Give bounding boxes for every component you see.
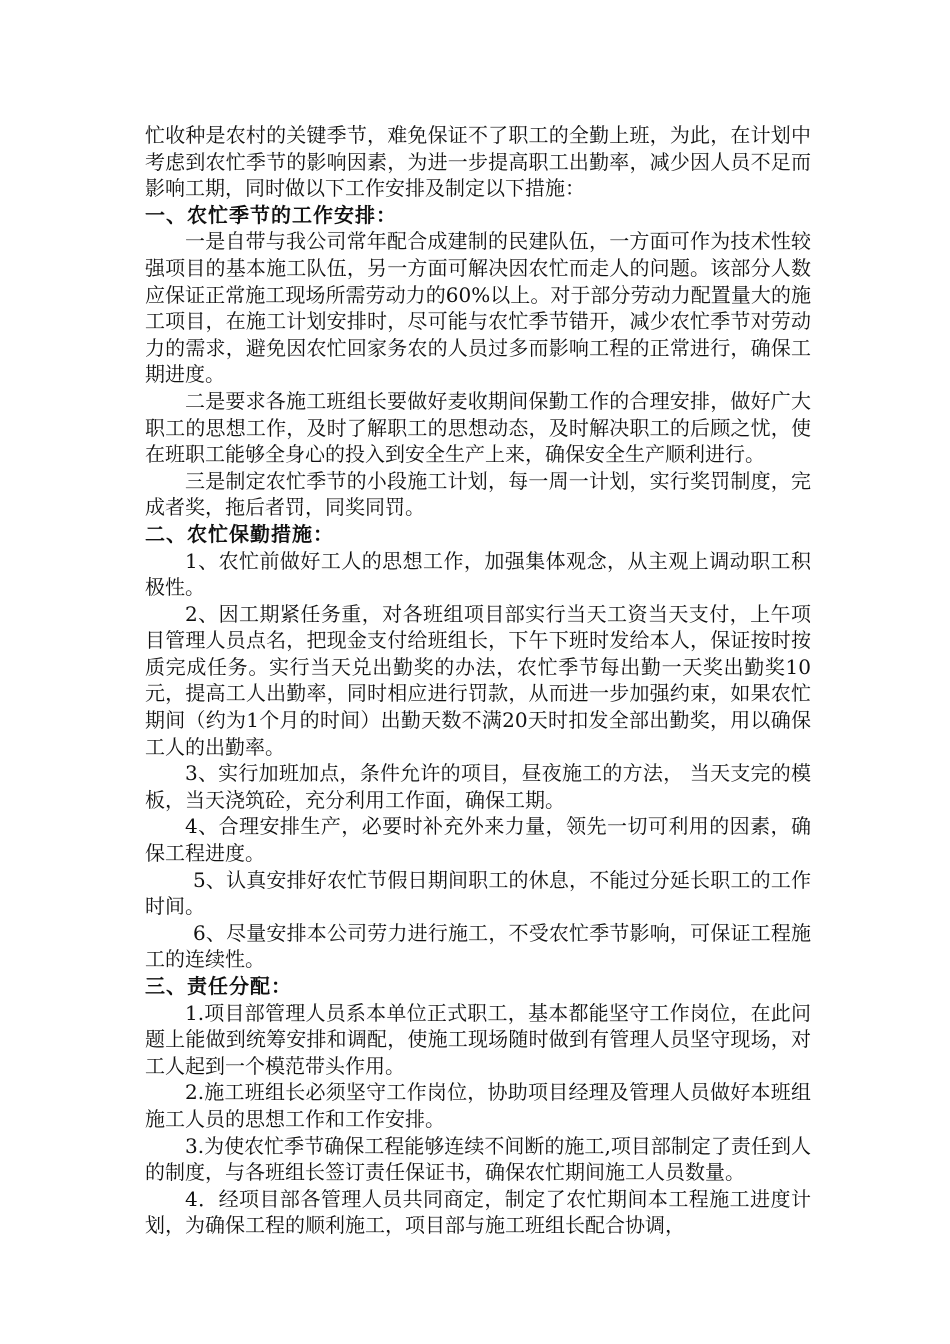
section3-item-2: 2.施工班组长必须坚守工作岗位，协助项目经理及管理人员做好本班组施工人员的思想工作和工作安排。 [145, 1080, 811, 1131]
section-heading-3: 三、责任分配： [145, 974, 292, 998]
section2-item-4: 4、合理安排生产，必要时补充外来力量，领先一切可利用的因素，确保工程进度。 [145, 814, 811, 866]
section1-paragraph-2: 二是要求各施工班组长要做好麦收期间保勤工作的合理安排，做好广大职工的思想工作，及时了解职工的思想动态，及时解决职工的后顾之忧，使在班职工能够全身心的投入到安全生产上来，确保安全生产顺利进行。 [145, 388, 811, 467]
section-heading-1: 一、农忙季节的工作安排： [145, 202, 397, 227]
document-body [145, 122, 811, 1239]
section1-paragraph-1: 一是自带与我公司常年配合成建制的民建队伍，一方面可作为技术性较强项目的基本施工队伍，另一方面可解决因农忙而走人的问题。该部分人数应保证正常施工现场所需劳动力的60%以上。对于部分劳动力配置量大的施工项目，在施工计划安排时，尽可能与农忙季节错开，减少农忙季节对劳动力的需求，避免因农忙回家务农的人员过多而影响工程的正常进行，确保工期进度。 [145, 229, 811, 387]
section2-item-5: 5、认真安排好农忙节假日期间职工的休息，不能过分延长职工的工作时间。 [145, 867, 811, 919]
section2-item-6: 6、尽量安排本公司劳力进行施工，不受农忙季节影响，可保证工程施工的连续性。 [145, 920, 811, 972]
section-heading-2: 二、农忙保勤措施： [145, 521, 334, 546]
section3-item-3: 3.为使农忙季节确保工程能够连续不间断的施工,项目部制定了责任到人的制度，与各班组长签订责任保证书，确保农忙期间施工人员数量。 [145, 1133, 811, 1185]
section2-item-3: 3、实行加班加点，条件允许的项目，昼夜施工的方法， 当天支完的模板，当天浇筑砼，充分利用工作面，确保工期。 [145, 761, 811, 812]
section2-item-1: 1、农忙前做好工人的思想工作，加强集体观念，从主观上调动职工积极性。 [145, 548, 811, 600]
section3-item-4: 4．经项目部各管理人员共同商定，制定了农忙期间本工程施工进度计划，为确保工程的顺利施工，项目部与施工班组长配合协调， [145, 1186, 811, 1238]
section2-item-2: 2、因工期紧任务重，对各班组项目部实行当天工资当天支付，上午项目管理人员点名，把现金支付给班组长，下午下班时发给本人，保证按时按质完成任务。实行当天兑出勤奖的办法，农忙季节每出勤一天奖出勤奖10元，提高工人出勤率，同时相应进行罚款，从而进一步加强约束，如果农忙期间（约为1个月的时间）出勤天数不满20天时扣发全部出勤奖，用以确保工人的出勤率。 [145, 601, 811, 759]
section1-paragraph-3: 三是制定农忙季节的小段施工计划，每一周一计划，实行奖罚制度，完成者奖，拖后者罚，同奖同罚。 [145, 468, 811, 520]
intro-paragraph: 忙收种是农村的关键季节，难免保证不了职工的全勤上班，为此，在计划中考虑到农忙季节的影响因素，为进一步提高职工出勤率，减少因人员不足而影响工期，同时做以下工作安排及制定以下措施： [145, 123, 811, 201]
section3-item-1: 1.项目部管理人员系本单位正式职工，基本都能坚守工作岗位，在此问题上能做到统筹安排和调配，使施工现场随时做到有管理人员坚守现场，对工人起到一个模范带头作用。 [145, 1000, 811, 1078]
